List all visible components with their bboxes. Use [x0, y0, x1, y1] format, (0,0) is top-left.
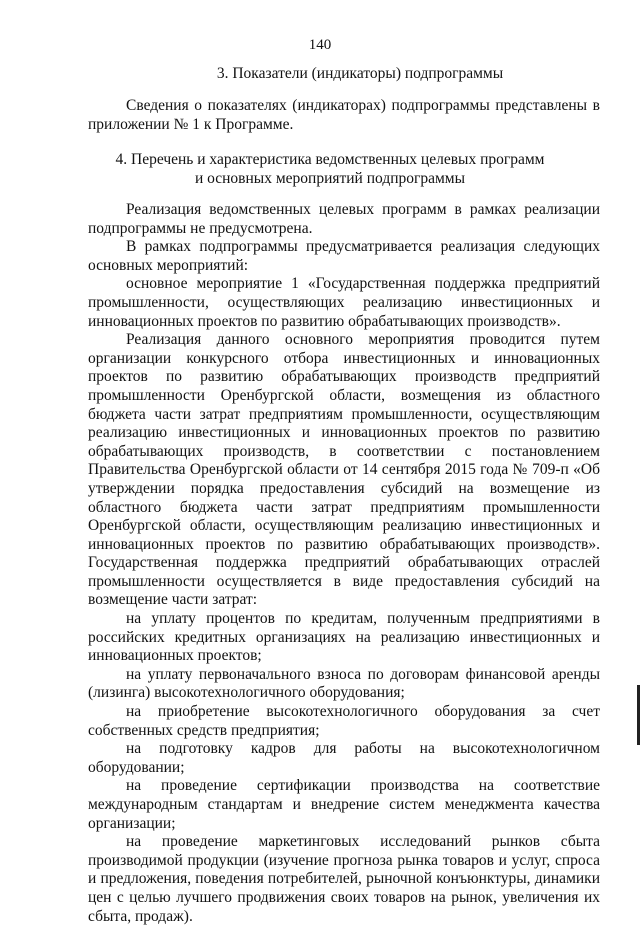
section4-body	[88, 201, 600, 926]
paragraph: В рамках подпрограммы предусматривается реализация следующих основных мероприятий:	[88, 238, 600, 274]
section3-text: Сведения о показателях (индикаторах) подпрограммы представлены в приложении № 1 к Программе.	[88, 97, 600, 133]
paragraph: основное мероприятие 1 «Государственная поддержка предприятий промышленности, осуществляющих реализацию инвестиционных и инновационных проектов по развитию обрабатывающих производств».	[88, 275, 600, 330]
section4-heading	[100, 150, 560, 188]
paragraph: Реализация данного основного мероприятия проводится путем организации конкурсного отбора инвестиционных и инновационных проектов по развитию обрабатывающих производств предприятий промышленности Оренбургской области, возмещения из областного бюджета части затрат предприятиям промышленности, осуществляющим реализацию инвестиционных и инновационных проектов по развитию обрабатывающих производств, в соответствии с постановлением Правительства Оренбургской области от 14 сентября 2015 года № 709-п «Об утверждении порядка предоставления субсидий на возмещение из областного бюджета части затрат предприятиям промышленности Оренбургской области, осуществляющим реализацию инвестиционных и инновационных проектов по развитию обрабатывающих производств». Государственная поддержка предприятий обрабатывающих отраслей промышленности осуществляется в виде предоставления субсидий на возмещение части затрат:	[88, 331, 600, 609]
paragraph: на проведение маркетинговых исследований рынков сбыта производимой продукции (изучение прогноза рынка товаров и услуг, спроса и предложения, поведения потребителей, рыночной конъюнктуры, динамики цен с целью лучшего продвижения своих товаров на рынок, увеличения их сбыта, продаж).	[88, 833, 600, 925]
paragraph: на проведение сертификации производства на соответствие международным стандартам и внедрение систем менеджмента качества организации;	[88, 777, 600, 832]
paragraph: на приобретение высокотехнологичного оборудования за счет собственных средств предприятия;	[88, 703, 600, 739]
paragraph: на уплату процентов по кредитам, полученным предприятиями в российских кредитных организациях на реализацию инвестиционных и инновационных проектов;	[88, 610, 600, 665]
page-number: 140	[308, 37, 332, 53]
section4-heading-line1: 4. Перечень и характеристика ведомственных целевых программ	[115, 151, 545, 168]
paragraph: Реализация ведомственных целевых программ в рамках реализации подпрограммы не предусмотрена.	[88, 201, 600, 237]
paragraph: на уплату первоначального взноса по договорам финансовой аренды (лизинга) высокотехнологичного оборудования;	[88, 665, 600, 702]
section4-heading-line2: и основных мероприятий подпрограммы	[194, 170, 466, 187]
section3-heading: 3. Показатели (индикаторы) подпрограммы	[216, 65, 504, 82]
paragraph: на подготовку кадров для работы на высокотехнологичном оборудовании;	[88, 740, 600, 776]
